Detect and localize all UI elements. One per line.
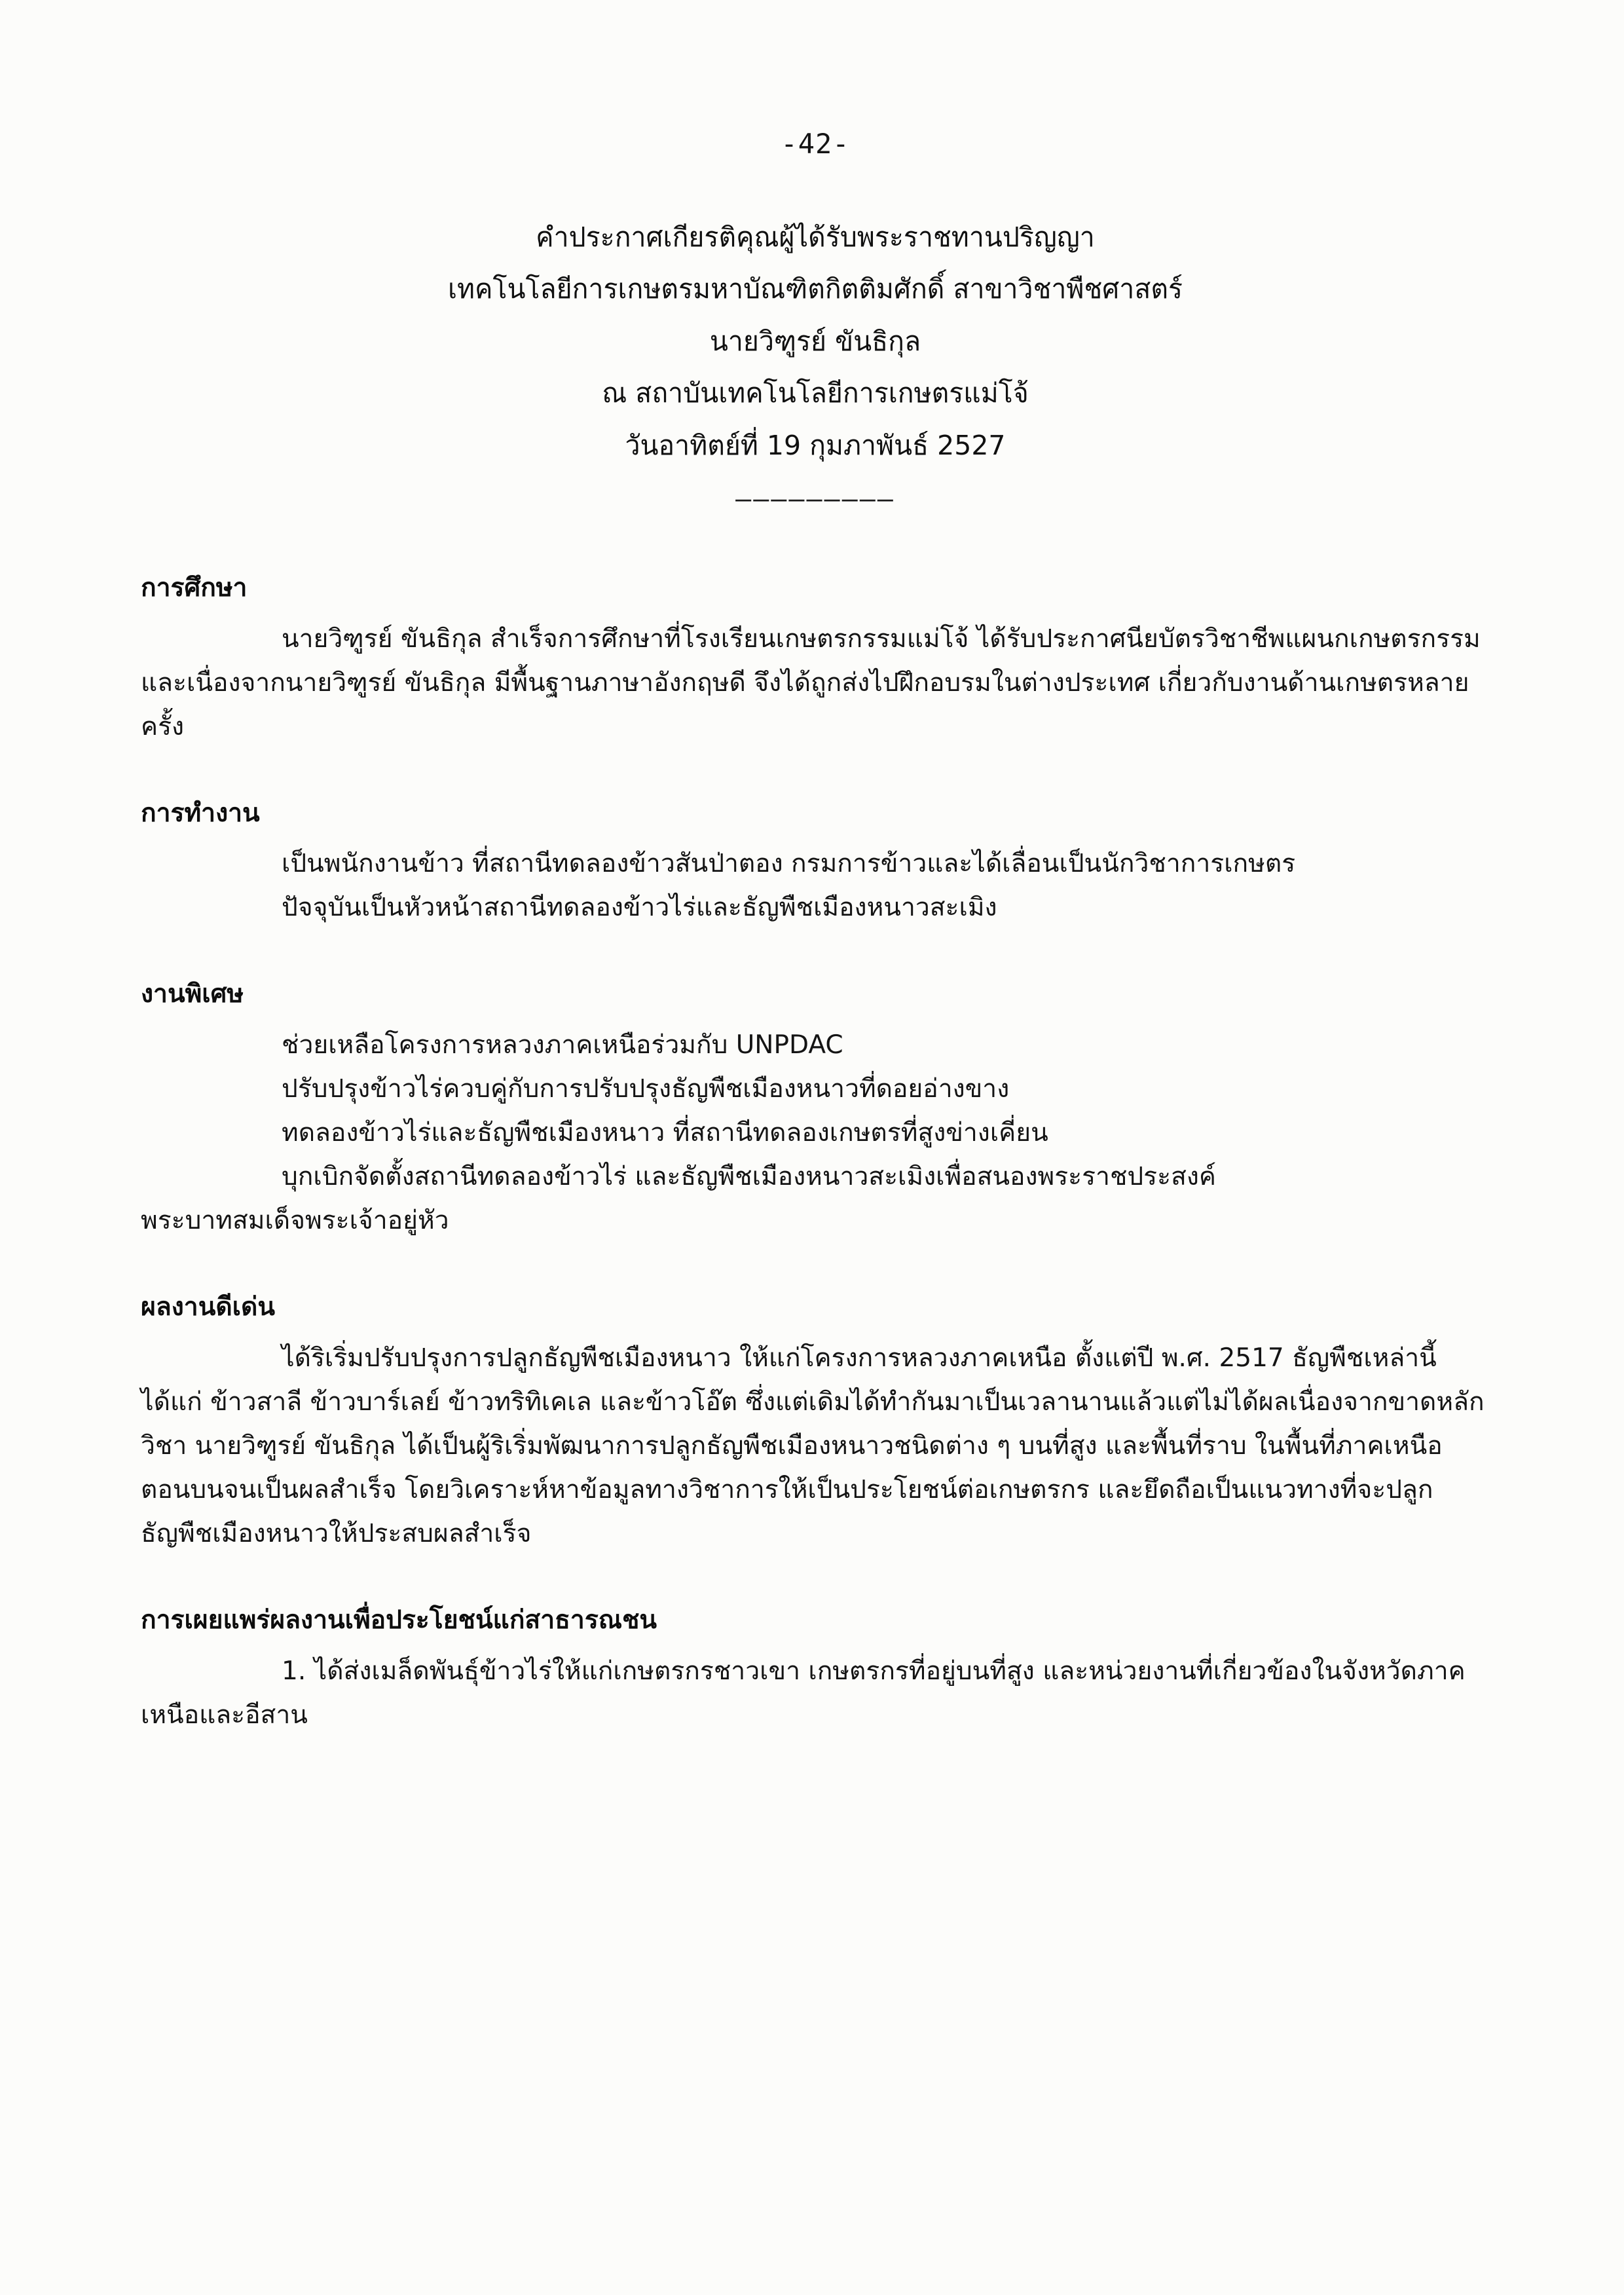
page-number: -42- — [781, 128, 850, 160]
title-line-4: ณ สถาบันเทคโนโลยีการเกษตรแม่โจ้ — [602, 377, 1029, 409]
page-content — [141, 128, 1490, 1737]
section-work — [141, 794, 1490, 930]
section-special-work-trailing: พระบาทสมเด็จพระเจ้าอยู่หัว — [141, 1206, 449, 1236]
title-line-5: วันอาทิตย์ที่ 19 กุมภาพันธ์ 2527 — [625, 429, 1006, 461]
section-education-paragraph: นายวิฑูรย์ ขันธิกุล สำเร็จการศึกษาที่โรงเรียนเกษตรกรรมแม่โจ้ ได้รับประกาศนียบัตรวิชาชีพแผนกเกษตรกรรม และเนื่องจากนายวิฑูรย์ ขันธิกุล มีพื้นฐานภาษาอังกฤษดี จึงได้ถูกส่งไปฝึกอบรมในต่างประเทศ เกี่ยวกับงานด้านเกษตรหลายครั้ง — [141, 624, 1481, 741]
section-heading-education: การศึกษา — [141, 573, 248, 603]
section-work-line-1: เป็นพนักงานข้าว ที่สถานีทดลองข้าวสันป่าตอง กรมการข้าวและได้เลื่อนเป็นนักวิชาการเกษตร — [282, 849, 1296, 879]
section-achievements — [141, 1288, 1490, 1556]
section-heading-work: การทำงาน — [141, 798, 260, 828]
title-line-2: เทคโนโลยีการเกษตรมหาบัณฑิตกิตติมศักดิ์ สาขาวิชาพืชศาสตร์ — [447, 273, 1183, 305]
section-education — [141, 569, 1490, 749]
section-heading-achievements: ผลงานดีเด่น — [141, 1292, 275, 1322]
section-special-work-line-2: ปรับปรุงข้าวไร่ควบคู่กับการปรับปรุงธัญพืชเมืองหนาวที่ดอยอ่างขาง — [282, 1074, 1010, 1104]
section-special-work-line-4: บุกเบิกจัดตั้งสถานีทดลองข้าวไร่ และธัญพืชเมืองหนาวสะเมิงเพื่อสนองพระราชประสงค์ — [282, 1162, 1217, 1192]
section-work-line-2: ปัจจุบันเป็นหัวหน้าสถานีทดลองข้าวไร่และธัญพืชเมืองหนาวสะเมิง — [282, 893, 997, 923]
section-special-work-line-1: ช่วยเหลือโครงการหลวงภาคเหนือร่วมกับ UNPDAC — [282, 1030, 843, 1060]
section-special-work-lines — [282, 1023, 1490, 1199]
section-special-work-line-3: ทดลองข้าวไร่และธัญพืชเมืองหนาว ที่สถานีทดลองเกษตรที่สูงข่างเคี่ยน — [282, 1118, 1048, 1148]
divider-rule: ————————— — [735, 484, 895, 515]
title-line-1: คำประกาศเกียรติคุณผู้ได้รับพระราชทานปริญญา — [536, 221, 1095, 253]
title-line-3: นายวิฑูรย์ ขันธิกุล — [709, 325, 921, 357]
section-dissemination — [141, 1601, 1490, 1737]
section-heading-dissemination: การเผยแพร่ผลงานเพื่อประโยชน์แก่สาธารณชน — [141, 1605, 657, 1635]
title-block — [141, 215, 1490, 467]
section-work-lines — [282, 842, 1490, 929]
section-achievements-paragraph: ได้ริเริ่มปรับปรุงการปลูกธัญพืชเมืองหนาว ให้แก่โครงการหลวงภาคเหนือ ตั้งแต่ปี พ.ศ. 2517 ธัญพืชเหล่านี้ได้แก่ ข้าวสาลี ข้าวบาร์เลย์ ข้าวทริทิเคเล และข้าวโอ๊ต ซึ่งแต่เดิมได้ทำกันมาเป็นเวลานานแล้วแต่ไม่ได้ผลเนื่องจากขาดหลักวิชา นายวิฑูรย์ ขันธิกุล ได้เป็นผู้ริเริ่มพัฒนาการปลูกธัญพืชเมืองหนาวชนิดต่าง ๆ บนที่สูง และพื้นที่ราบ ในพื้นที่ภาคเหนือตอนบนจนเป็นผลสำเร็จ โดยวิเคราะห์หาข้อมูลทางวิชาการให้เป็นประโยชน์ต่อเกษตรกร และยึดถือเป็นแนวทางที่จะปลูกธัญพืชเมืองหนาวให้ประสบผลสำเร็จ — [141, 1343, 1485, 1549]
section-heading-special-work: งานพิเศษ — [141, 979, 244, 1009]
section-dissemination-paragraph: 1. ได้ส่งเมล็ดพันธุ์ข้าวไร่ให้แก่เกษตรกรชาวเขา เกษตรกรที่อยู่บนที่สูง และหน่วยงานที่เกี่ยวข้องในจังหวัดภาคเหนือและอีสาน — [141, 1656, 1466, 1730]
section-special-work — [141, 975, 1490, 1242]
